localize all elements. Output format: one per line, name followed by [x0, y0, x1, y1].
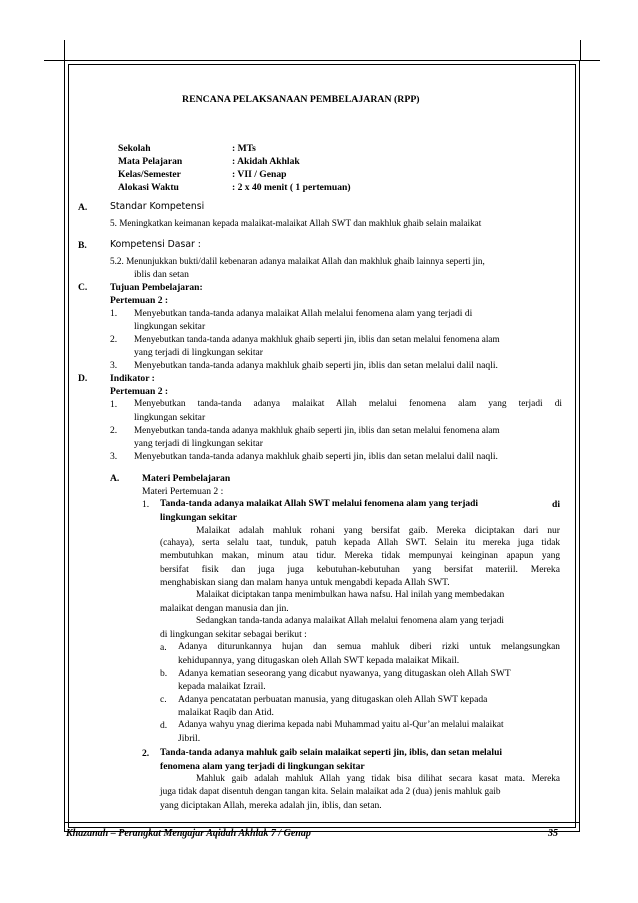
section-letter: A.: [78, 202, 88, 213]
list-number: 2.: [110, 334, 118, 345]
list-text: Adanya wahyu ynag dierima kepada nabi Muhammad yaitu al-Qur’an melalui malaikat: [178, 720, 504, 730]
identity-label: Sekolah: [118, 143, 151, 154]
list-letter: c.: [160, 694, 167, 705]
point-title: lingkungan sekitar: [160, 512, 238, 523]
list-text: Menyebutkan tanda-tanda adanya makhluk ghaib seperti jin, iblis dan setan melalui fenomena alam: [134, 425, 500, 435]
section-letter: D.: [78, 373, 88, 384]
paragraph-line: (cahaya), serta selalu taat, tunduk, patuh kepada Allah SWT. Selain itu mereka juga tidak: [160, 538, 560, 548]
list-text: yang terjadi di lingkungan sekitar: [134, 347, 263, 358]
corner-mark: [44, 60, 64, 61]
meeting-label: Pertemuan 2 :: [110, 295, 169, 306]
paragraph-line: Sedangkan tanda-tanda adanya malaikat Allah melalui fenomena alam yang terjadi: [196, 616, 504, 626]
paragraph-line: Malaikat adalah mahluk rohani yang bersifat gaib. Mereka diciptakan dari nur: [196, 525, 560, 536]
corner-mark: [580, 60, 600, 61]
list-text: kehidupannya, yang ditugaskan oleh Allah SWT kepada malaikat Mikail.: [178, 655, 460, 666]
section-text: 5.2. Menunjukkan bukti/dalil kebenaran adanya malaikat Allah dan makhluk ghaib lainnya seperti jin,: [110, 256, 485, 266]
paragraph-line: Mahluk gaib adalah mahluk Allah yang tidak bisa dilihat secara kasat mata. Mereka: [196, 774, 560, 784]
paragraph-line: menghabiskan siang dan malam hanya untuk mengabdi kepada Allah SWT.: [160, 577, 450, 588]
identity-value: : VII / Genap: [232, 169, 287, 180]
section-heading: Kompetensi Dasar :: [110, 239, 201, 250]
point-title: Tanda-tanda adanya malaikat Allah SWT melalui fenomena alam yang terjadi: [160, 499, 479, 509]
list-text: Menyebutkan tanda-tanda adanya makhluk ghaib seperti jin, iblis dan setan melalui dalil naqli.: [134, 360, 498, 371]
point-number: 2.: [142, 748, 150, 759]
list-text: yang terjadi di lingkungan sekitar: [134, 438, 263, 449]
page-number: 35: [548, 828, 558, 839]
identity-label: Kelas/Semester: [118, 169, 181, 180]
paragraph-line: malaikat dengan manusia dan jin.: [160, 603, 289, 614]
list-text: kepada malaikat Izrail.: [178, 681, 266, 692]
paragraph-line: yang diciptakan Allah, mereka adalah jin, iblis, dan setan.: [160, 800, 382, 811]
list-text: Adanya diturunkannya hujan dan semua mahluk diberi rizki untuk melangsungkan: [178, 642, 560, 652]
footer-rule: [64, 822, 580, 823]
list-text: Menyebutkan tanda-tanda adanya makhluk ghaib seperti jin, iblis dan setan melalui dalil naqli.: [134, 451, 498, 462]
paragraph-line: di lingkungan sekitar sebagai berikut :: [160, 629, 307, 640]
list-text: lingkungan sekitar: [134, 321, 206, 332]
section-heading: Materi Pembelajaran: [142, 473, 231, 484]
paragraph-line: Malaikat diciptakan tanpa menimbulkan hawa nafsu. Hal inilah yang membedakan: [196, 590, 505, 600]
point-title: di: [552, 499, 561, 510]
paragraph-line: membutuhkan makan, minum atau tidur. Mereka tidak mempunyai keinginan apapun yang: [160, 551, 560, 561]
list-text: Adanya pencatatan perbuatan manusia, yang ditugaskan oleh Allah SWT kepada: [178, 694, 488, 705]
list-text: Menyebutkan tanda-tanda adanya malaikat Allah melalui fenomena alam yang terjadi di: [134, 308, 473, 319]
list-text: malaikat Raqib dan Atid.: [178, 707, 274, 718]
corner-mark: [64, 40, 65, 60]
list-letter: d.: [160, 720, 168, 731]
corner-mark: [580, 40, 581, 60]
point-title: fenomena alam yang terjadi di lingkungan sekitar: [160, 761, 365, 772]
section-letter: B.: [78, 240, 87, 251]
point-title: Tanda-tanda adanya mahluk gaib selain malaikat seperti jin, iblis, dan setan melalui: [160, 748, 502, 758]
identity-label: Mata Pelajaran: [118, 156, 183, 167]
identity-label: Alokasi Waktu: [118, 182, 179, 193]
section-letter: A.: [110, 473, 120, 484]
meeting-label: Pertemuan 2 :: [110, 386, 169, 397]
list-text: lingkungan sekitar: [134, 412, 206, 423]
section-text: 5. Meningkatkan keimanan kepada malaikat-malaikat Allah SWT dan makhluk ghaib selain malaikat: [110, 218, 482, 228]
list-text: Jibril.: [178, 733, 201, 744]
identity-value: : MTs: [232, 143, 256, 154]
section-heading: Indikator :: [110, 373, 155, 384]
list-number: 3.: [110, 451, 118, 462]
section-letter: C.: [78, 282, 88, 293]
identity-value: : 2 x 40 menit ( 1 pertemuan): [232, 182, 351, 193]
paragraph-line: bersifat fisik dan juga juga kebutuhan-kebutuhan yang bersifat materiil. Mereka: [160, 564, 560, 575]
list-text: Adanya kematian seseorang yang dicabut nyawanya, yang ditugaskan oleh Allah SWT: [178, 668, 511, 679]
list-text: Menyebutkan tanda-tanda adanya malaikat Allah melalui fenomena alam yang terjadi di: [134, 399, 562, 409]
list-number: 1.: [110, 308, 118, 319]
list-number: 2.: [110, 425, 118, 436]
section-text: iblis dan setan: [134, 269, 189, 280]
section-heading: Tujuan Pembelajaran:: [110, 282, 203, 293]
list-letter: b.: [160, 668, 168, 679]
list-text: Menyebutkan tanda-tanda adanya makhluk ghaib seperti jin, iblis dan setan melalui fenomena alam: [134, 334, 500, 344]
footer-text: Khazanah – Perangkat Mengajar Aqidah Akhlak 7 / Genap: [66, 828, 311, 839]
identity-value: : Akidah Akhlak: [232, 156, 300, 167]
section-heading: Standar Kompetensi: [110, 201, 205, 212]
meeting-label: Materi Pertemuan 2 :: [142, 486, 224, 497]
list-number: 1.: [110, 399, 118, 410]
point-number: 1.: [142, 499, 150, 510]
list-letter: a.: [160, 642, 167, 653]
page-title: RENCANA PELAKSANAAN PEMBELAJARAN (RPP): [182, 94, 420, 105]
paragraph-line: juga tidak dapat disentuh dengan tangan kita. Selain malaikat ada 2 (dua) jenis mahluk gaib: [160, 787, 501, 797]
list-number: 3.: [110, 360, 118, 371]
